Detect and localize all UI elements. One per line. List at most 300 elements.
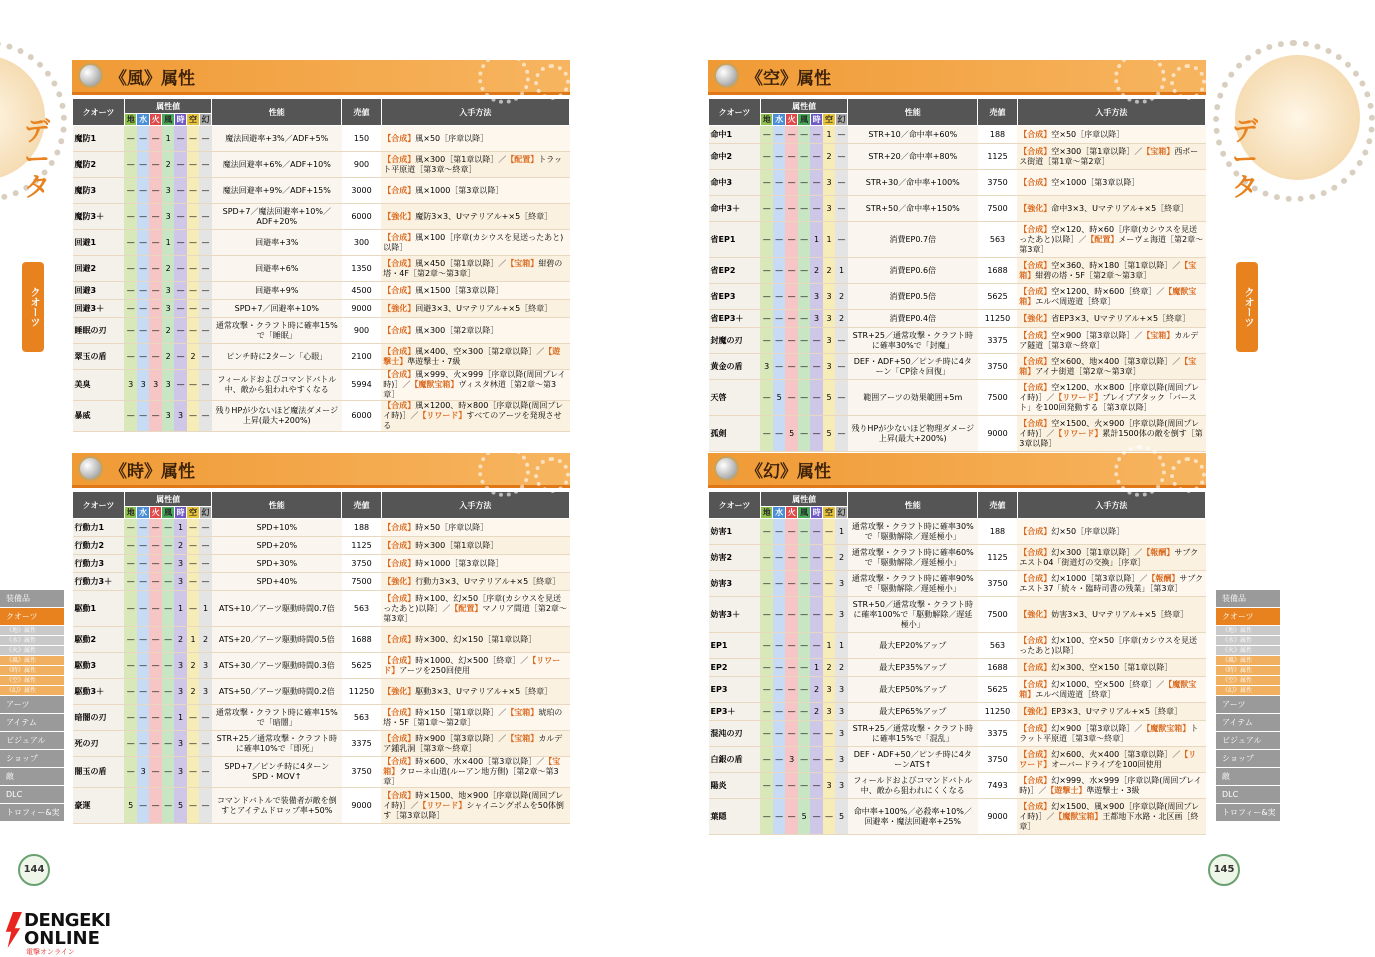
attr-value: 2 <box>823 258 835 284</box>
performance: ATS+50／アーツ駆動時間0.2倍 <box>212 679 342 705</box>
sidebar-item[interactable]: アイテム <box>0 714 64 731</box>
attr-value: — <box>773 659 785 677</box>
performance: STR+25／通常攻撃・クラフト時に確率10%で「即死」 <box>212 731 342 757</box>
right-page <box>640 0 1280 908</box>
attr-value: — <box>760 747 772 773</box>
sidebar-item[interactable]: アイテム <box>1216 714 1280 731</box>
col-element: 火 <box>785 507 797 519</box>
performance: SPD+7／魔法回避率+10%／ADF+20% <box>212 204 342 230</box>
performance: DEF・ADF+50／ピンチ時に4ターン「CP徐々回復」 <box>848 354 978 380</box>
attr-value: 2 <box>162 344 174 370</box>
attr-value: — <box>798 703 810 721</box>
performance: 最大EP35%アップ <box>848 659 978 677</box>
obtain-method: 【合成】空×1000［第3章以降］ <box>1017 170 1205 196</box>
attr-value: 3 <box>174 679 186 705</box>
obtain-method: 【合成】空×1200、水×800［序章以降(周回プレイ時)］／【リワード】ブレイブアタック「バースト」を100回発動する［第3章以降］ <box>1017 380 1205 416</box>
col-element: 空 <box>187 507 199 519</box>
col-price: 売値 <box>978 492 1018 519</box>
attr-value: — <box>773 258 785 284</box>
attr-value: 2 <box>174 537 186 555</box>
obtain-method: 【合成】時×1000、幻×500［終章］／【リワード】アーツを250回使用 <box>381 653 569 679</box>
attr-value: — <box>137 591 149 627</box>
quartz-name: 睡眠の刃 <box>73 318 125 344</box>
sidebar-item[interactable]: 《風》属性 <box>1216 656 1280 665</box>
quartz-table <box>708 491 1206 835</box>
sidebar-item[interactable]: ビジュアル <box>1216 732 1280 749</box>
obtain-method: 【強化】省EP3×3、Uマテリアル+×5［終章］ <box>1017 310 1205 328</box>
sidebar-item[interactable]: 《幻》属性 <box>0 686 64 695</box>
obtain-method: 【強化】駆動3×3、Uマテリアル+×5［終章］ <box>381 679 569 705</box>
attr-value: — <box>149 256 161 282</box>
attr-value: — <box>798 416 810 452</box>
attr-value: — <box>773 519 785 545</box>
watermark-line2: ONLINE <box>24 928 100 949</box>
obtain-method: 【強化】EP3×3、Uマテリアル+×5［終章］ <box>1017 703 1205 721</box>
attr-value: — <box>810 747 822 773</box>
col-perf: 性能 <box>212 99 342 126</box>
attr-value: 2 <box>835 310 848 328</box>
table-row <box>709 571 1206 597</box>
section-title: 《時》属性 <box>110 462 195 482</box>
attr-value: — <box>149 344 161 370</box>
obtain-method: 【合成】幻×1000、空×500［終章］／【魔獣宝箱】エルベ周遊道［終章］ <box>1017 677 1205 703</box>
sell-price: 7500 <box>342 573 382 591</box>
sidebar-item[interactable]: 装備品 <box>0 590 64 607</box>
obtain-method: 【合成】時×300［第1章以降］ <box>381 537 569 555</box>
sidebar-item[interactable]: ショップ <box>0 750 64 767</box>
attr-value: — <box>187 401 199 432</box>
attr-value: — <box>760 677 772 703</box>
sidebar-item[interactable]: 《幻》属性 <box>1216 686 1280 695</box>
sell-price: 563 <box>342 705 382 731</box>
sidebar-item[interactable]: 《水》属性 <box>0 636 64 645</box>
sell-price: 300 <box>342 230 382 256</box>
attr-value: — <box>149 653 161 679</box>
attr-value: — <box>810 721 822 747</box>
attr-value: — <box>773 633 785 659</box>
section-wind <box>72 60 570 432</box>
attr-value: 1 <box>162 126 174 152</box>
attr-value: — <box>785 126 797 144</box>
attr-value: — <box>162 519 174 537</box>
sidebar-item[interactable]: DLC <box>1216 786 1280 803</box>
attr-value: — <box>823 519 835 545</box>
sell-price: 11250 <box>342 679 382 705</box>
attr-value: — <box>760 284 772 310</box>
performance: STR+25／通常攻撃・クラフト時に確率30%で「封魔」 <box>848 328 978 354</box>
sidebar-item[interactable]: クオーツ <box>1216 608 1280 625</box>
attr-value: 5 <box>835 799 848 835</box>
quartz-name: 命中3 <box>709 170 761 196</box>
sidebar-item[interactable]: 敵 <box>0 768 64 785</box>
sidebar-item[interactable]: クオーツ <box>0 608 64 625</box>
attr-value: — <box>773 747 785 773</box>
sidebar-item[interactable]: トロフィー&実績 <box>0 804 64 821</box>
attr-value: — <box>149 300 161 318</box>
sidebar-item[interactable]: ビジュアル <box>0 732 64 749</box>
obtain-method: 【合成】幻×999、水×999［序章以降(周回プレイ時)］／【遊撃士】準遊撃士・3級 <box>1017 773 1205 799</box>
attr-value: — <box>760 633 772 659</box>
performance: 回避率+3% <box>212 230 342 256</box>
attr-value: — <box>162 555 174 573</box>
attr-value: — <box>149 282 161 300</box>
obtain-method: 【強化】行動力3×3、Uマテリアル+×5［終章］ <box>381 573 569 591</box>
performance: SPD+7／ピンチ時に4ターンSPD・MOV↑ <box>212 757 342 788</box>
attr-value: — <box>174 152 186 178</box>
table-row <box>73 679 570 705</box>
sidebar-item[interactable]: 《時》属性 <box>0 666 64 675</box>
attr-value: 3 <box>149 370 161 401</box>
sell-price: 1125 <box>978 545 1018 571</box>
attr-value: 3 <box>162 401 174 432</box>
sidebar-item[interactable]: 《火》属性 <box>1216 646 1280 655</box>
table-row <box>709 747 1206 773</box>
attr-value: 3 <box>174 555 186 573</box>
attr-value: — <box>785 633 797 659</box>
attr-value: — <box>798 773 810 799</box>
attr-value: — <box>162 653 174 679</box>
performance: 魔法回避率+3%／ADF+5% <box>212 126 342 152</box>
attr-value: — <box>785 144 797 170</box>
sidebar-item[interactable]: 《空》属性 <box>1216 676 1280 685</box>
obtain-method: 【合成】空×1200、時×600［終章］／【魔獣宝箱】エルベ周遊道［終章］ <box>1017 284 1205 310</box>
attr-value: — <box>137 344 149 370</box>
attr-value: 3 <box>823 354 835 380</box>
sidebar-item[interactable]: 敵 <box>1216 768 1280 785</box>
obtain-method: 【強化】命中3×3、Uマテリアル+×5［終章］ <box>1017 196 1205 222</box>
attr-value: — <box>149 230 161 256</box>
attr-value: — <box>199 126 212 152</box>
attr-value: — <box>199 788 212 824</box>
attr-value: — <box>124 126 136 152</box>
attr-value: — <box>137 537 149 555</box>
attr-value: — <box>149 126 161 152</box>
gear-icon <box>478 445 530 497</box>
attr-value: — <box>760 519 772 545</box>
sell-price: 9000 <box>342 300 382 318</box>
attr-value: 5 <box>773 380 785 416</box>
gear-icon <box>1114 52 1166 104</box>
col-element: 時 <box>174 114 186 126</box>
sell-price: 5625 <box>978 284 1018 310</box>
attr-value: 5 <box>823 416 835 452</box>
sell-price: 7500 <box>978 597 1018 633</box>
attr-value: — <box>785 284 797 310</box>
attr-value: — <box>835 144 848 170</box>
attr-value: — <box>137 152 149 178</box>
attr-value: 2 <box>187 344 199 370</box>
table-row <box>709 284 1206 310</box>
quartz-name: EP2 <box>709 659 761 677</box>
attr-value: — <box>124 318 136 344</box>
attr-value: — <box>124 204 136 230</box>
attr-value: 1 <box>835 519 848 545</box>
quartz-name: 翠玉の盾 <box>73 344 125 370</box>
attr-value: — <box>137 705 149 731</box>
col-element: 水 <box>773 114 785 126</box>
sell-price: 900 <box>342 152 382 178</box>
attr-value: — <box>124 653 136 679</box>
attr-value: 5 <box>124 788 136 824</box>
sidebar-item[interactable]: 装備品 <box>1216 590 1280 607</box>
attr-value: — <box>773 144 785 170</box>
attr-value: — <box>760 721 772 747</box>
sell-price: 3750 <box>342 757 382 788</box>
sidebar-item[interactable]: 《火》属性 <box>0 646 64 655</box>
sell-price: 900 <box>342 318 382 344</box>
quartz-name: 封魔の刃 <box>709 328 761 354</box>
sell-price: 9000 <box>978 416 1018 452</box>
table-row <box>73 653 570 679</box>
section-header <box>708 453 1206 488</box>
attr-value: — <box>773 677 785 703</box>
attr-value: — <box>760 773 772 799</box>
attr-value: 3 <box>823 170 835 196</box>
performance: 通常攻撃・クラフト時に確率30%で「駆動解除／遅延極小」 <box>848 519 978 545</box>
obtain-method: 【合成】時×1500、地×900［序章以降(周回プレイ時)］／【リワード】シャイニングポムを50体倒す［第3章以降］ <box>381 788 569 824</box>
attr-value: 3 <box>823 284 835 310</box>
sidebar-item[interactable]: DLC <box>0 786 64 803</box>
attr-value: — <box>199 300 212 318</box>
section-title: 《幻》属性 <box>746 462 831 482</box>
attr-value: — <box>199 731 212 757</box>
sidebar-item[interactable]: 《水》属性 <box>1216 636 1280 645</box>
attr-value: — <box>798 747 810 773</box>
attr-value: — <box>124 178 136 204</box>
attr-value: — <box>835 354 848 380</box>
attr-value: 5 <box>174 788 186 824</box>
attr-value: 1 <box>174 591 186 627</box>
quartz-name: 命中2 <box>709 144 761 170</box>
section-title: 《空》属性 <box>746 69 831 89</box>
attr-value: — <box>137 627 149 653</box>
col-element: 時 <box>810 114 822 126</box>
attr-value: — <box>187 230 199 256</box>
sidebar-item[interactable]: アーツ <box>1216 696 1280 713</box>
sell-price: 150 <box>342 126 382 152</box>
attr-value: — <box>810 799 822 835</box>
sidebar-item[interactable]: 《風》属性 <box>0 656 64 665</box>
obtain-method: 【合成】時×1000［第3章以降］ <box>381 555 569 573</box>
attr-value: — <box>149 318 161 344</box>
table-row <box>73 573 570 591</box>
attr-value: — <box>785 196 797 222</box>
attr-value: — <box>760 310 772 328</box>
attr-value: — <box>149 679 161 705</box>
attr-value: — <box>798 571 810 597</box>
attr-value: — <box>199 555 212 573</box>
attr-value: 3 <box>835 571 848 597</box>
sell-price: 188 <box>978 519 1018 545</box>
attr-value: — <box>149 178 161 204</box>
performance: 命中率+100%／必殺率+10%／回避率・魔法回避率+25% <box>848 799 978 835</box>
attr-value: — <box>835 380 848 416</box>
attr-value: — <box>760 126 772 144</box>
col-element: 幻 <box>199 507 212 519</box>
performance: 最大EP50%アップ <box>848 677 978 703</box>
gear-icon <box>1170 64 1206 100</box>
section-sky <box>708 60 1206 452</box>
performance: フィールドおよびコマンドバトル中、敵から狙われにくくなる <box>848 773 978 799</box>
attr-value: — <box>823 545 835 571</box>
attr-value: — <box>785 659 797 677</box>
attr-value: — <box>162 591 174 627</box>
attr-value: — <box>187 705 199 731</box>
attr-value: — <box>798 126 810 144</box>
table-row <box>73 256 570 282</box>
attr-value: — <box>810 416 822 452</box>
table-row <box>73 344 570 370</box>
attr-value: — <box>187 537 199 555</box>
attr-value: — <box>199 178 212 204</box>
attr-value: — <box>124 555 136 573</box>
attr-value: — <box>199 537 212 555</box>
col-element: 風 <box>162 507 174 519</box>
table-row <box>709 144 1206 170</box>
attr-value: 3 <box>835 773 848 799</box>
attr-value: — <box>760 380 772 416</box>
col-element: 時 <box>174 507 186 519</box>
attr-value: 3 <box>823 196 835 222</box>
sell-price: 7500 <box>978 380 1018 416</box>
sidebar-item[interactable]: 《空》属性 <box>0 676 64 685</box>
col-quartz: クオーツ <box>709 99 761 126</box>
page-number-left: 144 <box>18 854 50 886</box>
attr-value: — <box>760 258 772 284</box>
sell-price: 1688 <box>978 659 1018 677</box>
table-row <box>73 591 570 627</box>
attr-value: 3 <box>810 310 822 328</box>
sell-price: 3000 <box>342 178 382 204</box>
sell-price: 1125 <box>978 144 1018 170</box>
quartz-name: EP3 <box>709 677 761 703</box>
sidebar-item[interactable]: アーツ <box>0 696 64 713</box>
performance: SPD+30% <box>212 555 342 573</box>
quartz-name: 省EP3 <box>709 284 761 310</box>
side-tab: クオーツ <box>22 262 44 352</box>
table-row <box>709 633 1206 659</box>
sidebar-item[interactable]: トロフィー&実績 <box>1216 804 1280 821</box>
col-element: 風 <box>798 114 810 126</box>
attr-value: — <box>823 597 835 633</box>
bolt-icon <box>4 912 22 948</box>
attr-value: — <box>810 633 822 659</box>
table-row <box>73 230 570 256</box>
quartz-name: 陽炎 <box>709 773 761 799</box>
attr-value: — <box>124 401 136 432</box>
attr-value: — <box>773 354 785 380</box>
performance: DEF・ADF+50／ピンチ時に4ターンATS↑ <box>848 747 978 773</box>
attr-value: 3 <box>162 300 174 318</box>
sell-price: 1125 <box>342 537 382 555</box>
sidebar-item[interactable]: 《地》属性 <box>0 626 64 635</box>
attr-value: 1 <box>835 258 848 284</box>
attr-value: — <box>174 230 186 256</box>
attr-value: — <box>760 416 772 452</box>
attr-value: 2 <box>835 659 848 677</box>
attr-value: 3 <box>823 773 835 799</box>
quartz-name: EP3＋ <box>709 703 761 721</box>
attr-value: — <box>199 230 212 256</box>
attr-value: — <box>773 126 785 144</box>
attr-value: — <box>187 204 199 230</box>
quartz-name: 妨害3＋ <box>709 597 761 633</box>
sell-price: 3375 <box>978 328 1018 354</box>
attr-value: 2 <box>823 144 835 170</box>
col-perf: 性能 <box>848 492 978 519</box>
performance: STR+50／命中率+150% <box>848 196 978 222</box>
performance: 最大EP20%アップ <box>848 633 978 659</box>
attr-value: 1 <box>823 126 835 144</box>
attr-value: — <box>810 597 822 633</box>
attr-value: 3 <box>162 178 174 204</box>
attr-value: — <box>162 757 174 788</box>
attr-value: — <box>798 144 810 170</box>
gear-icon <box>534 64 570 100</box>
sell-price: 5625 <box>978 677 1018 703</box>
sidebar-item[interactable]: ショップ <box>1216 750 1280 767</box>
attr-value: — <box>174 344 186 370</box>
attr-value: 2 <box>187 653 199 679</box>
attr-value: — <box>785 677 797 703</box>
performance: フィールドおよびコマンドバトル中、敵から狙われやすくなる <box>212 370 342 401</box>
attr-value: — <box>785 258 797 284</box>
attr-value: — <box>773 170 785 196</box>
attr-value: 1 <box>835 633 848 659</box>
attr-value: — <box>760 659 772 677</box>
performance: SPD+10% <box>212 519 342 537</box>
quartz-name: 黄金の盾 <box>709 354 761 380</box>
attr-value: 3 <box>174 573 186 591</box>
performance: 消費EP0.7倍 <box>848 222 978 258</box>
table-row <box>709 703 1206 721</box>
attr-value: 3 <box>162 282 174 300</box>
attr-value: 1 <box>162 230 174 256</box>
sell-price: 563 <box>978 222 1018 258</box>
attr-value: — <box>124 757 136 788</box>
attr-value: — <box>798 258 810 284</box>
sidebar-item[interactable]: 《時》属性 <box>1216 666 1280 675</box>
attr-value: — <box>773 310 785 328</box>
attr-value: — <box>773 721 785 747</box>
col-quartz: クオーツ <box>73 492 125 519</box>
attr-value: — <box>137 731 149 757</box>
attr-value: 1 <box>187 627 199 653</box>
attr-value: — <box>124 591 136 627</box>
attr-value: — <box>187 591 199 627</box>
table-row <box>73 705 570 731</box>
attr-value: — <box>760 571 772 597</box>
attr-value: — <box>798 328 810 354</box>
sidebar-item[interactable]: 《地》属性 <box>1216 626 1280 635</box>
table-row <box>73 300 570 318</box>
attr-value: — <box>835 416 848 452</box>
attr-value: 1 <box>810 222 822 258</box>
performance: STR+20／命中率+80% <box>848 144 978 170</box>
attr-value: — <box>773 545 785 571</box>
attr-value: — <box>785 721 797 747</box>
quartz-name: 回避3＋ <box>73 300 125 318</box>
quartz-name: 省EP2 <box>709 258 761 284</box>
attr-value: — <box>149 204 161 230</box>
attr-value: 2 <box>162 256 174 282</box>
attr-value: — <box>785 222 797 258</box>
obtain-method: 【合成】空×120、時×60［序章(カシウスを見送ったあと)以降］／【配置】メーヴェ海道［第2章～第3章］ <box>1017 222 1205 258</box>
attr-value: — <box>137 555 149 573</box>
col-element: 地 <box>124 114 136 126</box>
attr-value: — <box>785 310 797 328</box>
obtain-method: 【強化】妨害3×3、Uマテリアル+×5［終章］ <box>1017 597 1205 633</box>
